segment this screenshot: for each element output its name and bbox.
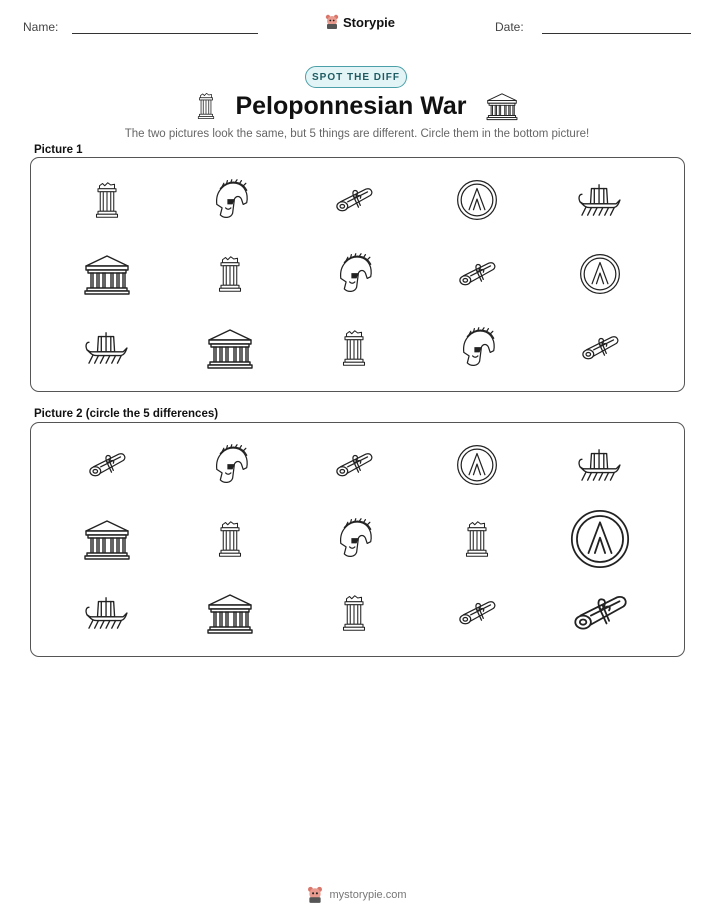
brand-name: Storypie xyxy=(343,14,396,30)
scroll-icon xyxy=(453,595,501,631)
picture-2-cell-row2-col1[interactable] xyxy=(67,501,147,577)
temple-icon xyxy=(82,252,132,296)
ship-icon xyxy=(576,181,624,219)
picture-1-cell-row3-col5 xyxy=(560,310,640,386)
page-title: Peloponnesian War xyxy=(235,91,467,120)
temple-icon xyxy=(205,591,255,635)
picture-1-label: Picture 1 xyxy=(34,144,83,156)
helmet-icon xyxy=(332,251,376,297)
picture-2-cell-row3-col2[interactable] xyxy=(190,575,270,651)
picture-2-cell-row2-col4[interactable] xyxy=(437,501,517,577)
date-line[interactable] xyxy=(542,33,691,34)
column-icon xyxy=(195,92,217,120)
picture-1-cell-row1-col2 xyxy=(190,162,270,238)
temple-icon xyxy=(485,91,519,121)
picture-1-cell-row2-col5 xyxy=(560,236,640,312)
picture-2-cell-row2-col5[interactable] xyxy=(560,501,640,577)
footer xyxy=(0,886,714,904)
picture-1-cell-row3-col1 xyxy=(67,310,147,386)
picture-2-label: Picture 2 (circle the 5 differences) xyxy=(34,408,219,420)
spot-the-diff-badge: SPOT THE DIFF xyxy=(305,66,407,88)
column-icon xyxy=(339,591,369,635)
picture-2-cell-row2-col2[interactable] xyxy=(190,501,270,577)
column-icon xyxy=(339,326,369,370)
scroll-icon xyxy=(576,330,624,366)
picture-2-cell-row1-col5[interactable] xyxy=(560,427,640,503)
picture-1-cell-row2-col4 xyxy=(437,236,517,312)
title-row xyxy=(0,91,714,121)
column-icon xyxy=(215,517,245,561)
bear-logo-icon xyxy=(307,886,323,904)
scroll-icon xyxy=(565,587,635,639)
bear-logo-icon xyxy=(325,14,339,30)
picture-1-cell-row3-col3 xyxy=(314,310,394,386)
shield-icon xyxy=(455,443,499,487)
name-label: Name: xyxy=(23,20,59,34)
picture-2-cell-row3-col3[interactable] xyxy=(314,575,394,651)
shield-icon xyxy=(455,178,499,222)
ship-icon xyxy=(83,594,131,632)
picture-1-cell-row2-col2 xyxy=(190,236,270,312)
scroll-icon xyxy=(83,447,131,483)
shield-icon xyxy=(568,507,632,571)
picture-1-cell-row2-col3 xyxy=(314,236,394,312)
scroll-icon xyxy=(453,256,501,292)
column-icon xyxy=(462,517,492,561)
ship-icon xyxy=(576,446,624,484)
scroll-icon xyxy=(330,447,378,483)
picture-1-cell-row3-col2 xyxy=(190,310,270,386)
temple-icon xyxy=(82,517,132,561)
ship-icon xyxy=(83,329,131,367)
picture-1-cell-row1-col4 xyxy=(437,162,517,238)
instructions: The two pictures look the same, but 5 things are different. Circle them in the bottom picture! xyxy=(124,128,590,140)
picture-1-cell-row2-col1 xyxy=(67,236,147,312)
picture-2-panel[interactable] xyxy=(30,422,685,657)
column-icon xyxy=(215,252,245,296)
temple-icon xyxy=(205,326,255,370)
picture-2-cell-row3-col5[interactable] xyxy=(560,575,640,651)
footer-site: mystorypie.com xyxy=(329,889,407,901)
helmet-icon xyxy=(455,325,499,371)
brand-logo xyxy=(325,14,395,30)
name-line[interactable] xyxy=(72,33,258,34)
picture-1-cell-row1-col5 xyxy=(560,162,640,238)
scroll-icon xyxy=(330,182,378,218)
picture-2-cell-row3-col1[interactable] xyxy=(67,575,147,651)
helmet-icon xyxy=(208,177,252,223)
picture-1-cell-row1-col3 xyxy=(314,162,394,238)
picture-2-cell-row3-col4[interactable] xyxy=(437,575,517,651)
picture-1-cell-row3-col4 xyxy=(437,310,517,386)
column-icon xyxy=(92,178,122,222)
helmet-icon xyxy=(208,442,252,488)
picture-2-cell-row1-col4[interactable] xyxy=(437,427,517,503)
picture-2-cell-row1-col2[interactable] xyxy=(190,427,270,503)
shield-icon xyxy=(578,252,622,296)
picture-2-cell-row1-col3[interactable] xyxy=(314,427,394,503)
helmet-icon xyxy=(332,516,376,562)
date-label: Date: xyxy=(495,20,524,34)
picture-1-cell-row1-col1 xyxy=(67,162,147,238)
picture-2-cell-row1-col1[interactable] xyxy=(67,427,147,503)
picture-1-panel xyxy=(30,157,685,392)
picture-2-cell-row2-col3[interactable] xyxy=(314,501,394,577)
